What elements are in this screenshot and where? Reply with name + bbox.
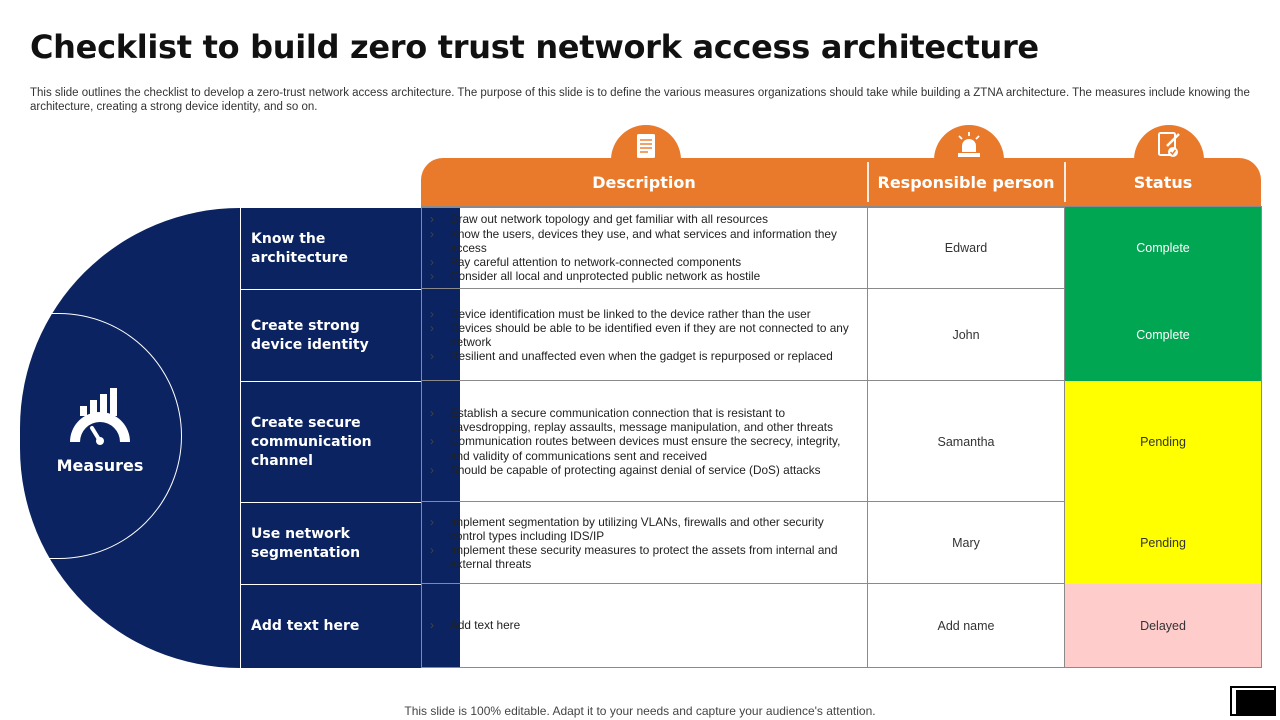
alert-siren-icon xyxy=(954,130,984,160)
status-cell: Complete xyxy=(1064,289,1261,381)
list-item: › Devices should be able to be identified even if they are not connected to any network xyxy=(429,321,859,349)
list-item: › Communication routes between devices must ensure the secrecy, integrity, and validity of communications sent and received xyxy=(429,434,859,462)
description-list xyxy=(429,307,859,364)
header-status: Status xyxy=(1133,172,1193,192)
status-cell: Complete xyxy=(1064,207,1261,289)
description-cell xyxy=(421,584,867,667)
list-item: › Implement these security measures to protect the assets from internal and external threats xyxy=(429,543,859,571)
measure-cell: Add text here xyxy=(251,618,360,634)
list-item: › Know the users, devices they use, and what services and information they access xyxy=(429,227,859,255)
measures-column xyxy=(240,208,422,668)
measures-label: Measures xyxy=(56,456,144,475)
list-item: › Resilient and unaffected even when the gadget is repurposed or replaced xyxy=(429,349,859,363)
measure-cell: Create secure communication channel xyxy=(241,382,421,503)
list-item: › Draw out network topology and get familiar with all resources xyxy=(429,212,859,226)
description-cell xyxy=(421,289,867,381)
slide-title: Checklist to build zero trust network access architecture xyxy=(30,28,1039,66)
status-cell: Delayed xyxy=(1064,584,1261,667)
measure-cell: Use network segmentation xyxy=(241,503,421,585)
status-cell: Pending xyxy=(1064,381,1261,502)
list-item: › Consider all local and unprotected public network as hostile xyxy=(429,269,859,283)
slide-subtitle: This slide outlines the checklist to develop a zero-trust network access architecture. The purpose of this slide is to define the various measures organizations should take while building a ZTNA architecture. The measures include knowing the architecture, creating a strong device identity, and so on. xyxy=(30,87,1250,113)
corner-marker-fill xyxy=(1236,690,1276,716)
description-cell xyxy=(421,381,867,502)
person-cell: Edward xyxy=(867,207,1064,289)
edit-checklist-icon xyxy=(1154,130,1184,160)
list-item: › Device identification must be linked to the device rather than the user xyxy=(429,307,859,321)
person-cell: Samantha xyxy=(867,381,1064,502)
person-cell: Mary xyxy=(867,502,1064,584)
list-item: › Pay careful attention to network-connected components xyxy=(429,255,859,269)
list-item: › Add text here xyxy=(429,618,520,632)
header-description: Description xyxy=(592,172,696,192)
description-list xyxy=(429,618,520,632)
header-responsible: Responsible person xyxy=(877,172,1055,192)
speedometer-chart-icon xyxy=(66,384,134,446)
footer-note: This slide is 100% editable. Adapt it to your needs and capture your audience's attention. xyxy=(404,704,876,718)
description-list xyxy=(429,515,859,572)
description-cell xyxy=(421,502,867,584)
person-cell: Add name xyxy=(867,584,1064,667)
list-item: › Should be capable of protecting against denial of service (DoS) attacks xyxy=(429,463,859,477)
list-item: › Implement segmentation by utilizing VLANs, firewalls and other security control types including IDS/IP xyxy=(429,515,859,543)
measure-cell: Know the architecture xyxy=(241,208,421,290)
measure-cell: Create strong device identity xyxy=(241,290,421,382)
description-list xyxy=(429,212,859,283)
status-cell: Pending xyxy=(1064,502,1261,584)
description-cell xyxy=(421,207,867,289)
list-item: › Establish a secure communication connection that is resistant to eavesdropping, replay assaults, message manipulation, and other threats xyxy=(429,406,859,434)
person-cell: John xyxy=(867,289,1064,381)
description-list xyxy=(429,406,859,477)
